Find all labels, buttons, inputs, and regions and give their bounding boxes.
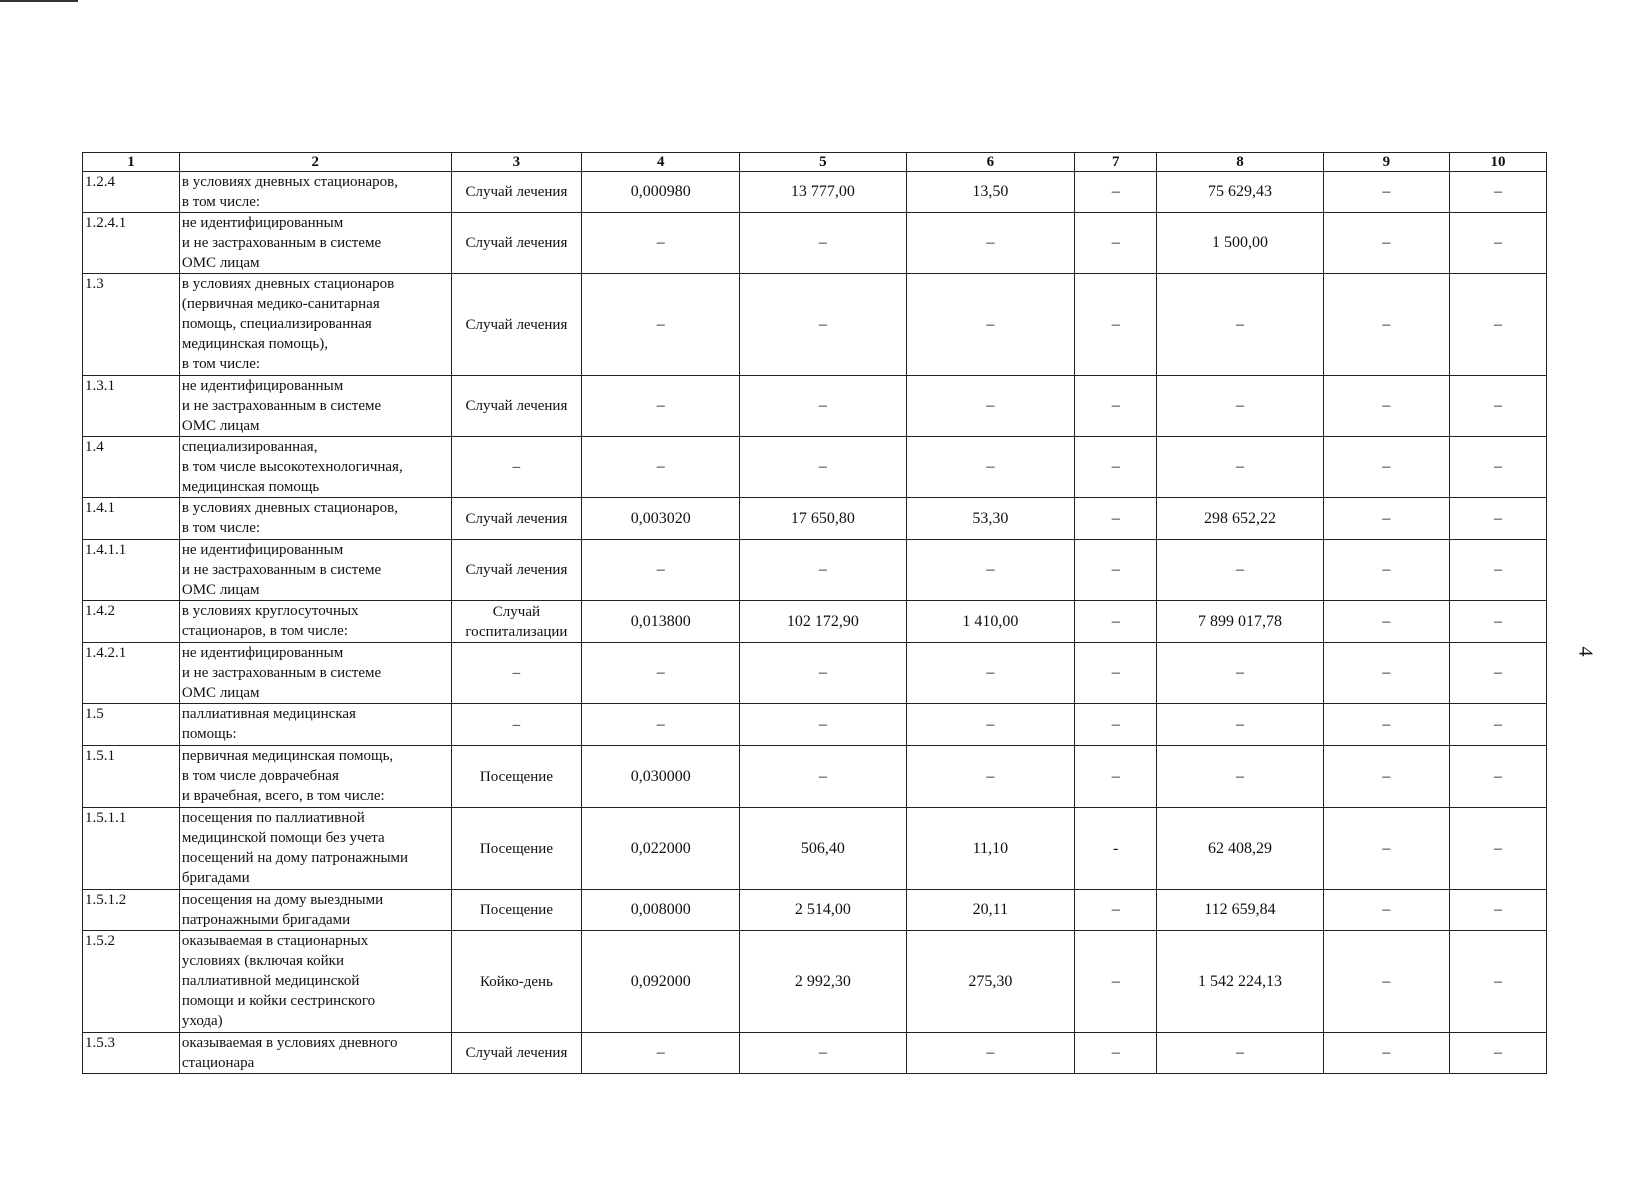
row-unit: Случай госпитализации (451, 601, 582, 643)
row-name: не идентифицированным и не застрахованным в системе ОМС лицам (179, 540, 451, 601)
table-row (83, 704, 1547, 746)
table-row (83, 376, 1547, 437)
row-unit: Посещение (451, 808, 582, 890)
row-code: 1.5.1 (83, 746, 180, 808)
cell-col-5: – (740, 274, 906, 376)
cell-col-10: – (1450, 746, 1547, 808)
cell-col-4: – (582, 540, 740, 601)
row-unit: Случай лечения (451, 213, 582, 274)
cell-col-7: – (1075, 376, 1157, 437)
table-row (83, 1033, 1547, 1074)
cell-col-10: – (1450, 274, 1547, 376)
cell-col-4: – (582, 704, 740, 746)
cell-col-4: 0,022000 (582, 808, 740, 890)
row-name: паллиативная медицинская помощь: (179, 704, 451, 746)
cell-col-4: 0,008000 (582, 890, 740, 931)
cell-col-5: – (740, 1033, 906, 1074)
cell-col-5: 102 172,90 (740, 601, 906, 643)
row-name: оказываемая в стационарных условиях (включая койки паллиативной медицинской помощи и койки сестринского ухода) (179, 931, 451, 1033)
row-unit: Случай лечения (451, 376, 582, 437)
table-row (83, 601, 1547, 643)
row-code: 1.5.3 (83, 1033, 180, 1074)
row-unit: Случай лечения (451, 498, 582, 540)
column-header: 7 (1075, 153, 1157, 172)
cell-col-8: 298 652,22 (1157, 498, 1323, 540)
cell-col-9: – (1323, 274, 1449, 376)
row-name: не идентифицированным и не застрахованным в системе ОМС лицам (179, 213, 451, 274)
cell-col-10: – (1450, 808, 1547, 890)
cell-col-4: – (582, 274, 740, 376)
cell-col-7: – (1075, 213, 1157, 274)
row-name: оказываемая в условиях дневного стационара (179, 1033, 451, 1074)
table-row (83, 213, 1547, 274)
cell-col-5: 2 992,30 (740, 931, 906, 1033)
cell-col-4: – (582, 213, 740, 274)
cell-col-9: – (1323, 437, 1449, 498)
row-name: не идентифицированным и не застрахованным в системе ОМС лицам (179, 643, 451, 704)
row-unit: Случай лечения (451, 1033, 582, 1074)
table-row (83, 890, 1547, 931)
cell-col-7: – (1075, 274, 1157, 376)
row-code: 1.2.4 (83, 172, 180, 213)
cell-col-8: 1 500,00 (1157, 213, 1323, 274)
row-unit: – (451, 704, 582, 746)
cell-col-10: – (1450, 1033, 1547, 1074)
cell-col-9: – (1323, 601, 1449, 643)
row-code: 1.3 (83, 274, 180, 376)
cell-col-4: 0,003020 (582, 498, 740, 540)
cell-col-6: – (906, 376, 1075, 437)
column-header: 10 (1450, 153, 1547, 172)
cell-col-4: 0,013800 (582, 601, 740, 643)
cell-col-5: – (740, 437, 906, 498)
column-header: 3 (451, 153, 582, 172)
cell-col-7: – (1075, 643, 1157, 704)
table-row (83, 172, 1547, 213)
cell-col-9: – (1323, 808, 1449, 890)
cell-col-9: – (1323, 540, 1449, 601)
row-name: не идентифицированным и не застрахованным в системе ОМС лицам (179, 376, 451, 437)
cell-col-7: – (1075, 931, 1157, 1033)
row-name: в условиях дневных стационаров, в том числе: (179, 172, 451, 213)
row-name: специализированная, в том числе высокотехнологичная, медицинская помощь (179, 437, 451, 498)
row-unit: – (451, 643, 582, 704)
row-name: первичная медицинская помощь, в том числе доврачебная и врачебная, всего, в том числе: (179, 746, 451, 808)
row-code: 1.4.2 (83, 601, 180, 643)
row-code: 1.4.2.1 (83, 643, 180, 704)
cell-col-8: 112 659,84 (1157, 890, 1323, 931)
table-row (83, 540, 1547, 601)
column-header: 1 (83, 153, 180, 172)
cell-col-7: – (1075, 704, 1157, 746)
column-header: 5 (740, 153, 906, 172)
cell-col-6: 11,10 (906, 808, 1075, 890)
row-code: 1.4.1 (83, 498, 180, 540)
cell-col-6: 53,30 (906, 498, 1075, 540)
cell-col-8: – (1157, 437, 1323, 498)
cell-col-8: – (1157, 540, 1323, 601)
cell-col-10: – (1450, 376, 1547, 437)
cell-col-4: – (582, 376, 740, 437)
cell-col-10: – (1450, 172, 1547, 213)
row-code: 1.5.2 (83, 931, 180, 1033)
row-code: 1.4 (83, 437, 180, 498)
volume-cost-table (82, 152, 1547, 1074)
table-row (83, 808, 1547, 890)
cell-col-10: – (1450, 540, 1547, 601)
cell-col-9: – (1323, 931, 1449, 1033)
cell-col-6: – (906, 274, 1075, 376)
row-unit: – (451, 437, 582, 498)
cell-col-9: – (1323, 213, 1449, 274)
cell-col-7: – (1075, 890, 1157, 931)
cell-col-5: 2 514,00 (740, 890, 906, 931)
cell-col-9: – (1323, 746, 1449, 808)
cell-col-6: – (906, 704, 1075, 746)
cell-col-7: – (1075, 437, 1157, 498)
table-body (83, 172, 1547, 1074)
cell-col-8: – (1157, 376, 1323, 437)
cell-col-8: 7 899 017,78 (1157, 601, 1323, 643)
cell-col-5: – (740, 746, 906, 808)
cell-col-5: – (740, 540, 906, 601)
cell-col-8: 62 408,29 (1157, 808, 1323, 890)
cell-col-7: – (1075, 1033, 1157, 1074)
cell-col-7: – (1075, 498, 1157, 540)
cell-col-5: 506,40 (740, 808, 906, 890)
cell-col-8: – (1157, 274, 1323, 376)
row-name: в условиях дневных стационаров (первичная медико-санитарная помощь, специализированная медицинская помощь), в том числе: (179, 274, 451, 376)
cell-col-10: – (1450, 931, 1547, 1033)
cell-col-6: – (906, 437, 1075, 498)
cell-col-8: 1 542 224,13 (1157, 931, 1323, 1033)
cell-col-6: 20,11 (906, 890, 1075, 931)
row-unit: Посещение (451, 746, 582, 808)
row-unit: Случай лечения (451, 274, 582, 376)
row-code: 1.5.1.2 (83, 890, 180, 931)
cell-col-8: – (1157, 704, 1323, 746)
cell-col-6: – (906, 746, 1075, 808)
row-unit: Случай лечения (451, 172, 582, 213)
column-header: 8 (1157, 153, 1323, 172)
cell-col-7: – (1075, 540, 1157, 601)
cell-col-10: – (1450, 601, 1547, 643)
table-row (83, 437, 1547, 498)
cell-col-4: 0,030000 (582, 746, 740, 808)
row-code: 1.5 (83, 704, 180, 746)
cell-col-4: 0,092000 (582, 931, 740, 1033)
row-unit: Посещение (451, 890, 582, 931)
cell-col-5: 13 777,00 (740, 172, 906, 213)
row-code: 1.3.1 (83, 376, 180, 437)
cell-col-10: – (1450, 213, 1547, 274)
cell-col-6: – (906, 213, 1075, 274)
row-code: 1.2.4.1 (83, 213, 180, 274)
row-code: 1.5.1.1 (83, 808, 180, 890)
cell-col-6: – (906, 643, 1075, 704)
cell-col-8: – (1157, 643, 1323, 704)
page-number: 4 (1574, 646, 1597, 657)
cell-col-5: 17 650,80 (740, 498, 906, 540)
cell-col-9: – (1323, 643, 1449, 704)
column-header: 4 (582, 153, 740, 172)
cell-col-6: 275,30 (906, 931, 1075, 1033)
table-row (83, 274, 1547, 376)
table-row (83, 643, 1547, 704)
row-name: в условиях круглосуточных стационаров, в том числе: (179, 601, 451, 643)
cell-col-10: – (1450, 437, 1547, 498)
cell-col-6: – (906, 540, 1075, 601)
row-unit: Койко-день (451, 931, 582, 1033)
cell-col-9: – (1323, 704, 1449, 746)
cell-col-9: – (1323, 498, 1449, 540)
cell-col-7: – (1075, 601, 1157, 643)
table-row (83, 498, 1547, 540)
row-unit: Случай лечения (451, 540, 582, 601)
table-row (83, 931, 1547, 1033)
cell-col-6: 13,50 (906, 172, 1075, 213)
cell-col-4: 0,000980 (582, 172, 740, 213)
scan-corner-line (0, 0, 78, 2)
row-name: посещения на дому выездными патронажными бригадами (179, 890, 451, 931)
cell-col-4: – (582, 643, 740, 704)
column-header: 6 (906, 153, 1075, 172)
cell-col-10: – (1450, 498, 1547, 540)
cell-col-5: – (740, 704, 906, 746)
table-row (83, 746, 1547, 808)
cell-col-9: – (1323, 172, 1449, 213)
row-name: в условиях дневных стационаров, в том числе: (179, 498, 451, 540)
cell-col-8: 75 629,43 (1157, 172, 1323, 213)
cell-col-9: – (1323, 376, 1449, 437)
cell-col-8: – (1157, 1033, 1323, 1074)
cell-col-9: – (1323, 1033, 1449, 1074)
cell-col-7: – (1075, 172, 1157, 213)
cell-col-4: – (582, 437, 740, 498)
column-header: 2 (179, 153, 451, 172)
row-code: 1.4.1.1 (83, 540, 180, 601)
cell-col-9: – (1323, 890, 1449, 931)
cell-col-5: – (740, 213, 906, 274)
column-number-row (83, 153, 1547, 172)
cell-col-7: – (1075, 746, 1157, 808)
cell-col-10: – (1450, 890, 1547, 931)
cell-col-7: - (1075, 808, 1157, 890)
cell-col-10: – (1450, 643, 1547, 704)
cell-col-6: 1 410,00 (906, 601, 1075, 643)
cell-col-5: – (740, 376, 906, 437)
cell-col-10: – (1450, 704, 1547, 746)
cell-col-8: – (1157, 746, 1323, 808)
column-header: 9 (1323, 153, 1449, 172)
cell-col-6: – (906, 1033, 1075, 1074)
cell-col-4: – (582, 1033, 740, 1074)
cell-col-5: – (740, 643, 906, 704)
row-name: посещения по паллиативной медицинской помощи без учета посещений на дому патронажными бригадами (179, 808, 451, 890)
